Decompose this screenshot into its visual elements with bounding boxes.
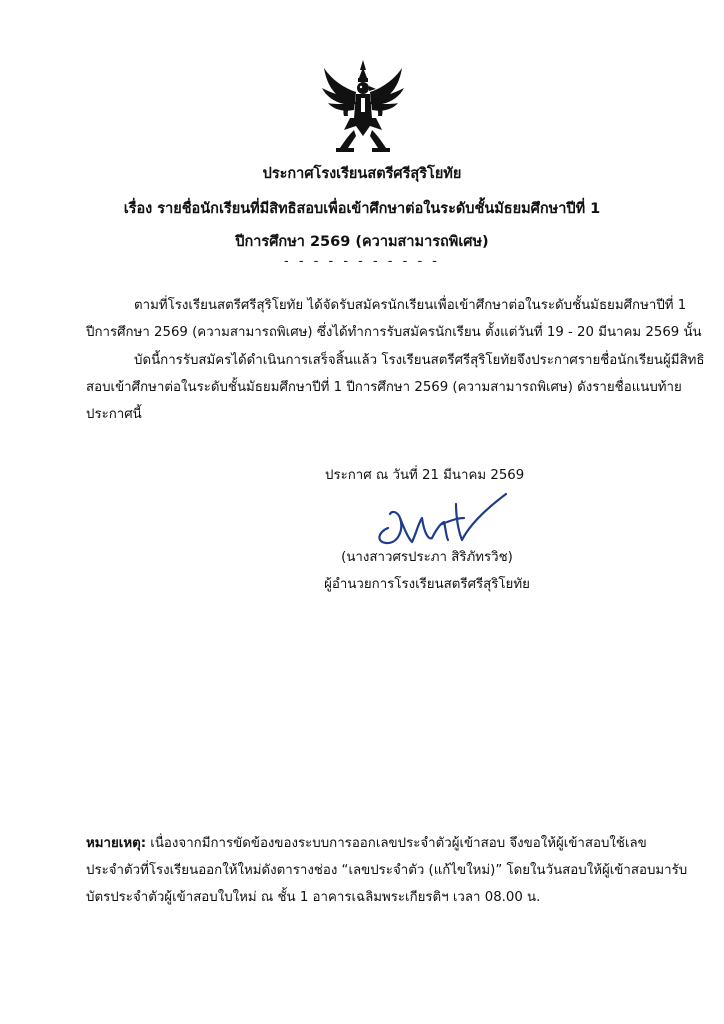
remark-text: เนื่องจากมีการขัดข้องของระบบการออกเลขประจำตัวผู้เข้าสอบ จึงขอให้ผู้เข้าสอบใช้เลข — [146, 836, 647, 851]
paragraph-line: ตามที่โรงเรียนสตรีศรีสุริโยทัย ได้จัดรับสมัครนักเรียนเพื่อเข้าศึกษาต่อในระดับชั้นมัธยมศึกษาปีที่ 1 — [134, 298, 687, 313]
announcement-academic-year: ปีการศึกษา 2569 (ความสามารถพิเศษ) — [235, 234, 489, 250]
paragraph-line: บัดนี้การรับสมัครได้ดำเนินการเสร็จสิ้นแล้ว โรงเรียนสตรีศรีสุริโยทัยจึงประกาศรายชื่อนักเรียนผู้มีสิทธิ — [134, 353, 705, 368]
remark-line: ประจำตัวที่โรงเรียนออกให้ใหม่ดังตารางช่อง “เลขประจำตัว (แก้ไขใหม่)” โดยในวันสอบให้ผู้เข้าสอบมารับ — [86, 863, 688, 878]
remark-line — [86, 830, 646, 857]
paragraph-line: ปีการศึกษา 2569 (ความสามารถพิเศษ) ซึ่งได้ทำการรับสมัครนักเรียน ตั้งแต่วันที่ 19 - 20 มีนาคม 2569 นั้น — [86, 325, 702, 340]
remark-section — [86, 830, 688, 911]
paragraph-line: ประกาศนี้ — [86, 407, 142, 422]
paragraph-registration — [86, 292, 702, 346]
remark-line: บัตรประจำตัวผู้เข้าสอบใบใหม่ ณ ชั้น 1 อาคารเฉลิมพระเกียรติฯ เวลา 08.00 น. — [86, 890, 541, 905]
paragraph-announcement — [86, 347, 705, 428]
announcement-subject: เรื่อง รายชื่อนักเรียนที่มีสิทธิสอบเพื่อเข้าศึกษาต่อในระดับชั้นมัธยมศึกษาปีที่ 1 — [123, 201, 601, 217]
handwritten-signature-icon — [372, 488, 510, 550]
announcement-title: ประกาศโรงเรียนสตรีศรีสุริโยทัย — [262, 166, 462, 182]
signatory-position: ผู้อำนวยการโรงเรียนสตรีศรีสุริโยทัย — [324, 577, 530, 592]
signatory-name: (นางสาวศรประภา สิริภัทรวิช) — [341, 550, 513, 565]
garuda-emblem-icon — [320, 58, 406, 154]
remark-label: หมายเหตุ: — [86, 836, 147, 851]
announcement-date: ประกาศ ณ วันที่ 21 มีนาคม 2569 — [325, 468, 525, 483]
paragraph-line: สอบเข้าศึกษาต่อในระดับชั้นมัธยมศึกษาปีที่ 1 ปีการศึกษา 2569 (ความสามารถพิเศษ) ดังรายชื่อแนบท้าย — [86, 380, 682, 395]
separator: - - - - - - - - - - - — [284, 254, 440, 269]
